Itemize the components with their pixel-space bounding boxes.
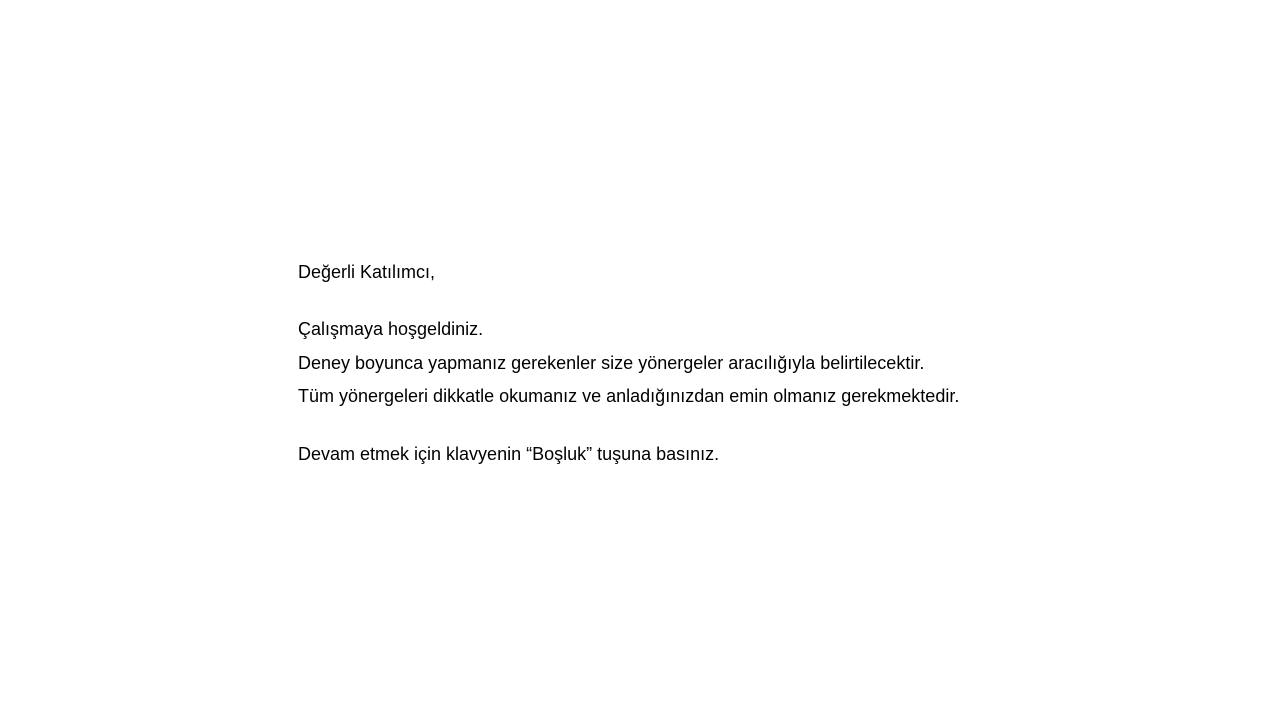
welcome-text: Çalışmaya hoşgeldiniz. (298, 319, 484, 339)
paragraph-spacer (298, 286, 1198, 313)
instruction-text-block (298, 259, 1198, 468)
continue-prompt-text: Devam etmek için klavyenin “Boşluk” tuşuna basınız. (298, 443, 720, 464)
paragraph-spacer (298, 414, 1198, 441)
instruction-line-2: Tüm yönergeleri dikkatle okumanız ve anladığınızdan emin olmanız gerekmektedir. (298, 386, 960, 406)
instruction-line-1: Deney boyunca yapmanız gerekenler size yönergeler aracılığıyla belirtilecektir. (298, 352, 925, 373)
greeting-text: Değerli Katılımcı, (298, 262, 436, 282)
